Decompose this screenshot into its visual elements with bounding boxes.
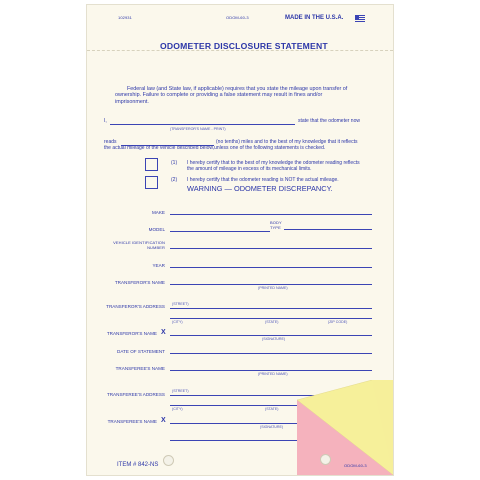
transferee-city-caption: (CITY)	[172, 407, 183, 411]
transferee-name-label: TRANSFEREE'S NAME	[115, 366, 165, 371]
transferee-date-line[interactable]	[170, 440, 310, 441]
transferee-name-line[interactable]	[170, 370, 372, 371]
transferor-street-caption: (STREET)	[172, 302, 189, 306]
option-2-checkbox[interactable]	[145, 176, 158, 189]
transferee-signature-label: TRANSFEREE'S NAME	[107, 419, 157, 424]
transferor-name-label: TRANSFEROR'S NAME	[114, 280, 165, 285]
transferor-signature-line[interactable]	[170, 335, 372, 336]
option-2-text: I hereby certify that the odometer reading is NOT the actual mileage.	[187, 177, 339, 183]
transferee-state-caption: (STATE)	[265, 407, 279, 411]
carbon-copy-corner	[297, 380, 393, 475]
vin-label: VEHICLE IDENTIFICATION NUMBER	[113, 240, 165, 250]
transferor-state-caption: (STATE)	[265, 320, 279, 324]
date-label: DATE OF STATEMENT	[117, 349, 165, 354]
punch-hole-original	[163, 455, 174, 466]
year-line[interactable]	[170, 267, 372, 268]
transferor-city-caption: (CITY)	[172, 320, 183, 324]
option-1-number: (1)	[171, 160, 178, 166]
vin-line[interactable]	[170, 248, 372, 249]
transferee-address-label: TRANSFEREE'S ADDRESS	[106, 392, 165, 397]
transferor-signature-label: TRANSFEROR'S NAME	[106, 331, 157, 336]
item-number: ITEM # 842-NS	[117, 462, 159, 468]
transferor-print-line[interactable]	[110, 124, 295, 125]
us-flag-icon	[355, 15, 365, 23]
actual-text: the actual mileage of the vehicle described below,unless one of the following statements is checked.	[104, 145, 326, 151]
make-line[interactable]	[170, 214, 372, 215]
year-label: YEAR	[152, 263, 165, 268]
transferor-street-line[interactable]	[170, 308, 372, 309]
option-2-number: (2)	[171, 177, 178, 183]
body-type-line[interactable]	[284, 229, 372, 230]
transferor-printed-caption: (PRINTED NAME)	[258, 286, 288, 290]
state-text: state that the odometer now	[298, 118, 360, 124]
date-line[interactable]	[170, 353, 372, 354]
intro-paragraph: Federal law (and State law, if applicable) requires that you state the mileage upon transfer of ownership. Failure to complete or providing a false statement may result in fines and/or imprisonment.	[115, 86, 348, 105]
transferor-x-mark: X	[161, 329, 166, 336]
option-2-warning: WARNING — ODOMETER DISCREPANCY.	[187, 184, 333, 193]
body-type-label: BODY TYPE	[270, 220, 282, 230]
transferee-x-mark: X	[161, 417, 166, 424]
made-in-usa: MADE IN THE U.S.A.	[285, 15, 344, 21]
form-code: ODOM-60-3	[226, 15, 249, 20]
i-label: I,	[104, 118, 107, 124]
reads-label: reads	[104, 139, 117, 145]
transferee-street-caption: (STREET)	[172, 389, 189, 393]
copy-form-code: ODOM-60-3	[344, 463, 367, 468]
transferor-signature-caption: (SIGNATURE)	[262, 337, 286, 341]
transferor-zip-caption: (ZIP CODE)	[328, 320, 348, 324]
transferor-print-caption: (TRANSFEROR'S NAME - PRINT)	[170, 127, 226, 131]
transferor-city-line[interactable]	[170, 318, 372, 319]
model-line[interactable]	[170, 231, 270, 232]
option-1-checkbox[interactable]	[145, 158, 158, 171]
model-label: MODEL	[148, 227, 165, 232]
miles-text: (no tenths) miles and to the best of my knowledge that it reflects	[216, 139, 358, 145]
form-title: ODOMETER DISCLOSURE STATEMENT	[160, 41, 328, 51]
transferee-printed-caption: (PRINTED NAME)	[258, 372, 288, 376]
make-label: MAKE	[151, 210, 165, 215]
punch-hole-copy	[320, 454, 331, 465]
option-1-text: I hereby certify that to the best of my knowledge the odometer reading reflects the amount of mileage in excess of its mechanical limits.	[187, 160, 360, 172]
transferor-name-line[interactable]	[170, 284, 372, 285]
form-number: 102931	[118, 15, 132, 20]
transferee-signature-caption: (SIGNATURE)	[260, 425, 284, 429]
transferor-address-label: TRANSFEROR'S ADDRESS	[106, 304, 165, 309]
